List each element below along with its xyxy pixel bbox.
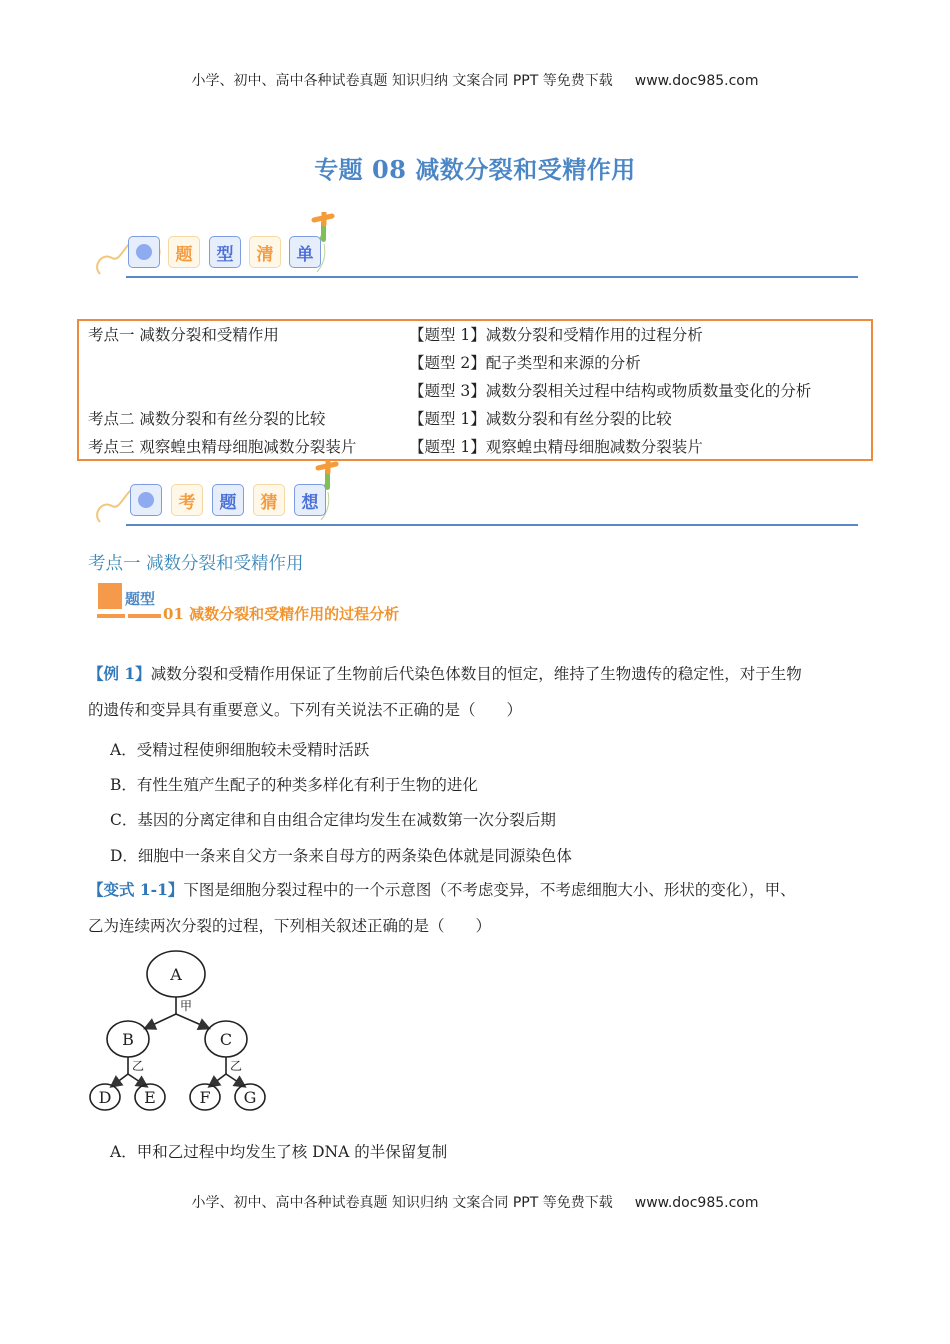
node-d: D xyxy=(98,1088,112,1107)
example-1-stem xyxy=(88,656,863,728)
banner-exam-predictions xyxy=(88,460,858,540)
banner-dot-badge xyxy=(128,236,160,268)
example-label: 【例 1】 xyxy=(88,664,151,683)
topic-type-2: 【题型 2】配子类型和来源的分析 xyxy=(409,354,641,372)
banner-char-3: 清 xyxy=(249,236,281,268)
node-g: G xyxy=(243,1088,257,1107)
page-header xyxy=(0,70,950,90)
dot-icon xyxy=(138,492,154,508)
topic-point-3: 考点三 观察蝗虫精母细胞减数分裂装片 xyxy=(88,438,357,456)
example-stem-line2: 的遗传和变异具有重要意义。下列有关说法不正确的是（ ） xyxy=(88,701,523,719)
banner-dot-badge xyxy=(130,484,162,516)
banner2-char-4: 想 xyxy=(294,484,326,516)
topic-type-4: 【题型 1】减数分裂和有丝分裂的比较 xyxy=(409,410,672,428)
example-stem-line1: 减数分裂和受精作用保证了生物前后代染色体数目的恒定，维持了生物遗传的稳定性，对于生物 xyxy=(150,665,802,683)
example-1-option-d: D．细胞中一条来自父方一条来自母方的两条染色体就是同源染色体 xyxy=(110,847,572,865)
label-yi-right: 乙 xyxy=(230,1059,243,1073)
variant-1-1-stem xyxy=(88,872,863,944)
footer-text: 小学、初中、高中各种试卷真题 知识归纳 文案合同 PPT 等免费下载 xyxy=(191,1195,613,1211)
variant-1-1-option-a: A．甲和乙过程中均发生了核 DNA 的半保留复制 xyxy=(110,1143,448,1161)
banner-underline xyxy=(126,524,858,526)
topic-point-2: 考点二 减数分裂和有丝分裂的比较 xyxy=(88,410,326,428)
label-jia: 甲 xyxy=(180,999,193,1013)
cell-division-tree-diagram xyxy=(88,948,273,1113)
header-text: 小学、初中、高中各种试卷真题 知识归纳 文案合同 PPT 等免费下载 xyxy=(191,73,613,89)
banner2-char-1: 考 xyxy=(171,484,203,516)
variant-stem-line2: 乙为连续两次分裂的过程，下列相关叙述正确的是（ ） xyxy=(88,917,492,935)
qtype-square-icon xyxy=(98,583,122,609)
page-footer xyxy=(0,1192,950,1212)
topic-point-1: 考点一 减数分裂和受精作用 xyxy=(88,326,279,344)
topic-type-3: 【题型 3】减数分裂相关过程中结构或物质数量变化的分析 xyxy=(409,382,812,400)
qtype-bar-icon xyxy=(128,614,161,618)
banner2-char-3: 猜 xyxy=(253,484,285,516)
topic-list-box xyxy=(77,319,873,461)
qtype-title: 01 减数分裂和受精作用的过程分析 xyxy=(163,605,400,623)
banner-question-type-list xyxy=(88,212,858,292)
qtype-bar-icon xyxy=(97,614,125,618)
dot-icon xyxy=(136,244,152,260)
section-heading: 考点一 减数分裂和受精作用 xyxy=(88,554,304,574)
banner-char-1: 题 xyxy=(168,236,200,268)
banner-char-4: 单 xyxy=(289,236,321,268)
qtype-label: 题型 xyxy=(125,590,156,608)
node-a: A xyxy=(170,965,182,984)
variant-stem-line1: 下图是细胞分裂过程中的一个示意图（不考虑变异，不考虑细胞大小、形状的变化），甲、 xyxy=(183,881,796,899)
variant-label: 【变式 1-1】 xyxy=(88,880,184,899)
header-url[interactable]: www.doc985.com xyxy=(634,73,759,89)
node-c: C xyxy=(219,1030,233,1049)
banner-underline xyxy=(126,276,858,278)
example-1-option-a: A．受精过程使卵细胞较未受精时活跃 xyxy=(110,741,370,759)
node-b: B xyxy=(122,1030,134,1049)
banner2-char-2: 题 xyxy=(212,484,244,516)
banner-char-2: 型 xyxy=(209,236,241,268)
example-1-option-b: B．有性生殖产生配子的种类多样化有利于生物的进化 xyxy=(110,776,478,794)
node-f: F xyxy=(199,1088,211,1107)
label-yi-left: 乙 xyxy=(132,1059,145,1073)
page-title: 专题 08 减数分裂和受精作用 xyxy=(314,155,636,184)
example-1-option-c: C．基因的分离定律和自由组合定律均发生在减数第一次分裂后期 xyxy=(110,811,556,829)
topic-type-5: 【题型 1】观察蝗虫精母细胞减数分裂装片 xyxy=(409,438,703,456)
node-e: E xyxy=(144,1088,156,1107)
topic-type-1: 【题型 1】减数分裂和受精作用的过程分析 xyxy=(409,326,703,344)
footer-url[interactable]: www.doc985.com xyxy=(634,1195,759,1211)
